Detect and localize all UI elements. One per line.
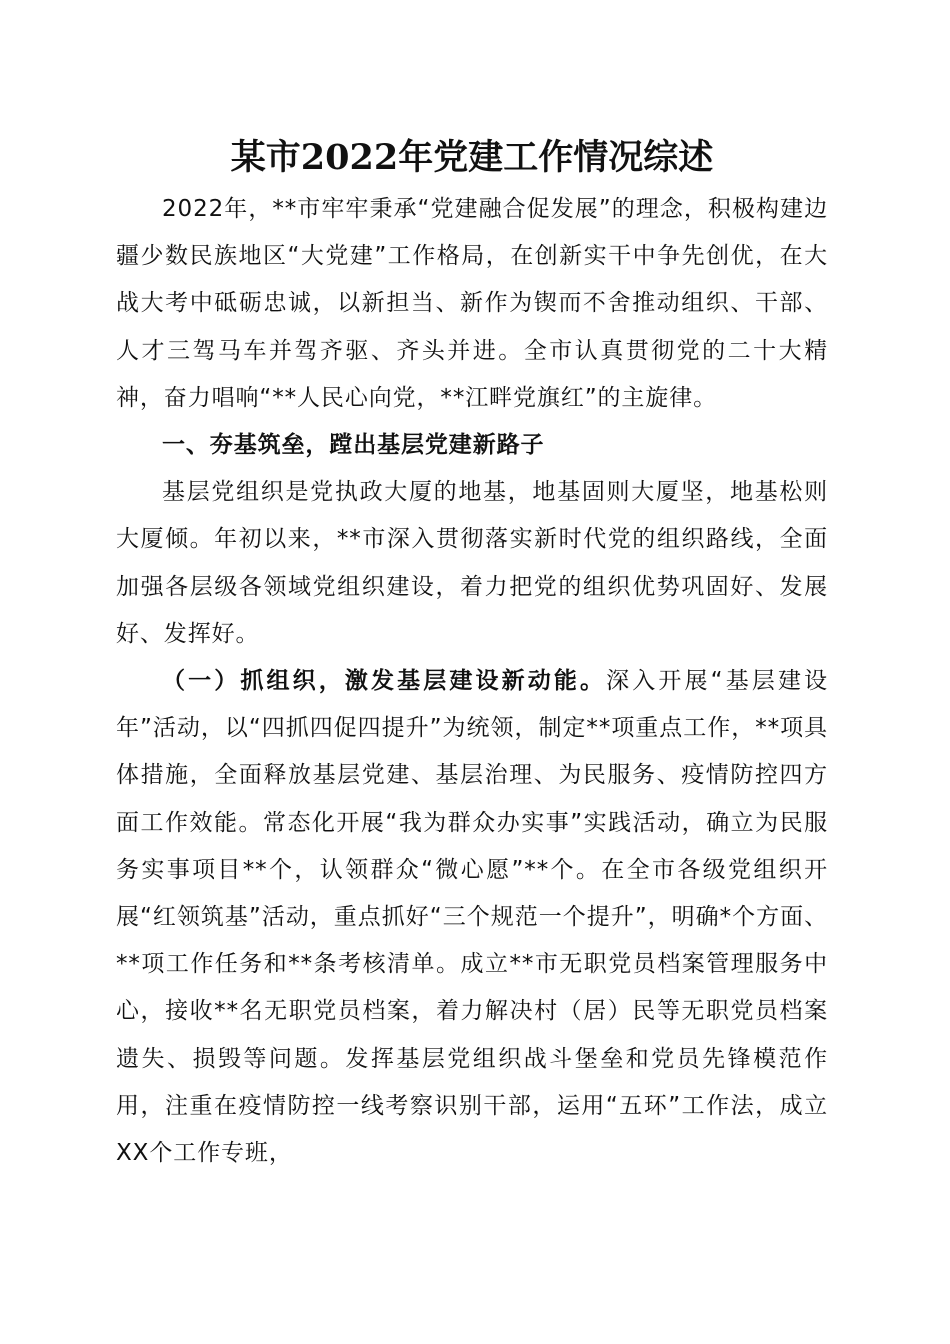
section-heading: 一、夯基筑垒，蹚出基层党建新路子	[162, 432, 545, 459]
subsection-body: 深入开展“基层建设年”活动，以“四抓四促四提升”为统领，制定**项重点工作，**项具体措施，全面释放基层党建、基层治理、为民服务、疫情防控四方面工作效能。常态化开展“我为群众办实事”实践活动，确立为民服务实事项目**个，认领群众“微心愿”**个。在全市各级党组织开展“红领筑基”活动，重点抓好“三个规范一个提升”，明确*个方面、**项工作任务和**条考核清单。成立**市无职党员档案管理服务中心，接收**名无职党员档案，着力解决村（居）民等无职党员档案遗失、损毁等问题。发挥基层党组织战斗堡垒和党员先锋模范作用，注重在疫情防控一线考察识别干部，运用“五环”工作法，成立XX个工作专班，	[116, 668, 829, 1167]
section-intro-paragraph: 基层党组织是党执政大厦的地基，地基固则大厦坚，地基松则大厦倾。年初以来，**市深入贯彻落实新时代党的组织路线，全面加强各层级各领域党组织建设，着力把党的组织优势巩固好、发展好、发挥好。	[116, 479, 828, 647]
subsection-paragraph	[116, 658, 828, 1177]
document-content	[116, 130, 828, 1177]
subsection-lead: （一）抓组织，激发基层建设新动能。	[162, 668, 607, 695]
document-title: 某市2022年党建工作情况综述	[230, 137, 714, 178]
intro-paragraph: 2022年，**市牢牢秉承“党建融合促发展”的理念，积极构建边疆少数民族地区“大党建”工作格局，在创新实干中争先创优，在大战大考中砥砺忠诚，以新担当、新作为锲而不舍推动组织、干部、人才三驾马车并驾齐驱、齐头并进。全市认真贯彻党的二十大精神，奋力唱响“**人民心向党，**江畔党旗红”的主旋律。	[116, 196, 828, 411]
